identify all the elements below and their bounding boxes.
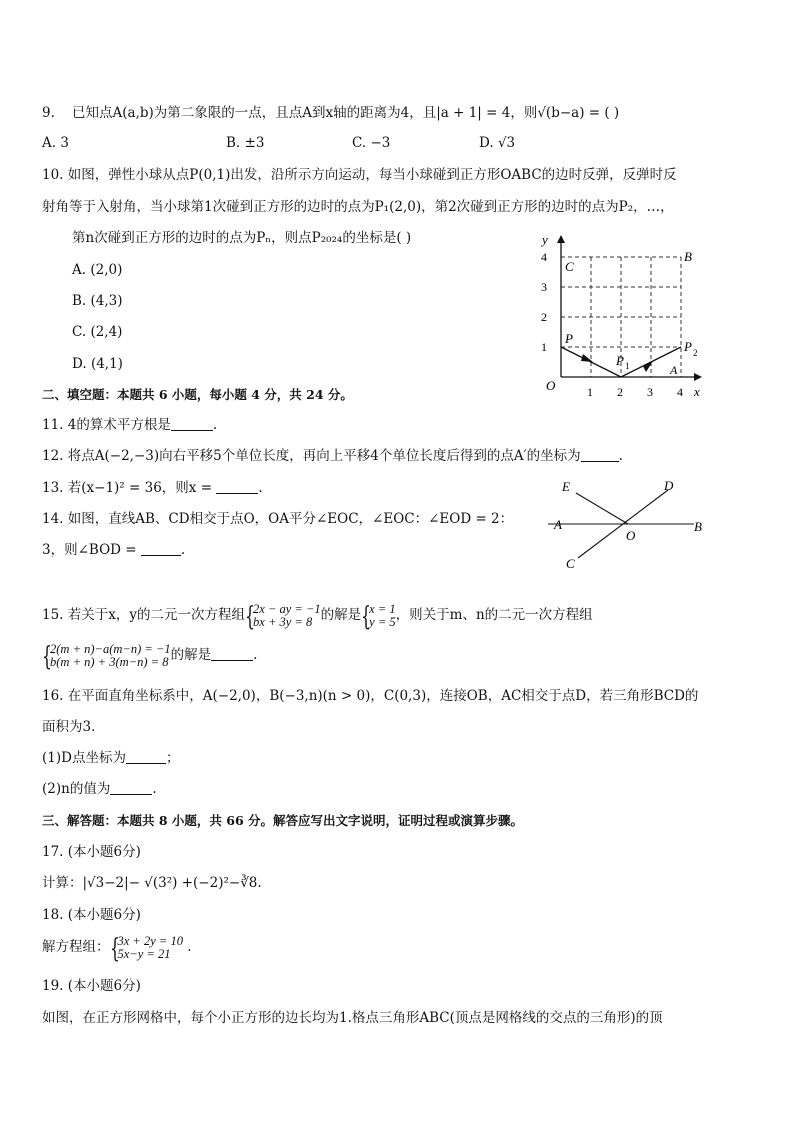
q15-line2: { 2(m + n)−a(m−n) = −1 b(m + n) + 3(m−n) = 8 的解是 . xyxy=(42,641,257,669)
q10-line3: 第n次碰到正方形的边时的点为Pₙ，则点P₂₀₂₄的坐标是( ) xyxy=(72,230,412,246)
q14-line2: 3，则∠BOD = . xyxy=(42,542,186,558)
q16-sub1: (1)D点坐标为 ； xyxy=(42,750,180,766)
point-label-p2-sub: 2 xyxy=(693,348,698,358)
q16-line2: 面积为3． xyxy=(42,719,105,735)
q19-title: 19. (本小题6分) xyxy=(42,978,141,994)
q15-system-2: { 2(m + n)−a(m−n) = −1 b(m + n) + 3(m−n) = 8 xyxy=(42,643,171,669)
q10-line1: 10. 如图，弹性小球从点P(0,1)出发，沿所示方向运动，每当小球碰到正方形OABC的边时反弹，反弹时反 xyxy=(42,167,677,183)
q17-body: 计算：|√3−2|− √(3²) +(−2)²−∛8. xyxy=(42,875,262,891)
axis-label-x: x xyxy=(694,384,700,399)
q9-option-d: D. √3 xyxy=(479,135,516,151)
y-tick: 2 xyxy=(541,310,547,324)
q9-option-c: C. −3 xyxy=(352,135,391,151)
q10-option-a: A. (2,0) xyxy=(72,262,123,278)
q18-system: { 3x + 2y = 10 5x−y = 21 xyxy=(110,935,183,961)
x-axis-arrow-icon xyxy=(694,373,702,381)
q15-line1: 15. 若关于x，y的二元一次方程组{ 2x − ay = −1 bx + 3y = 8 的解是{ x = 1 y = 5，则关于m、n的二元一次方程组 xyxy=(42,601,593,629)
label-d: D xyxy=(664,478,674,493)
q10-option-d: D. (4,1) xyxy=(72,356,123,372)
label-b: B xyxy=(694,519,702,534)
section-3-heading: 三、解答题：本题共 8 小题，共 66 分。解答应写出文字说明，证明过程或演算步骤。 xyxy=(42,813,524,828)
q16-sub2: (2)n的值为 . xyxy=(42,781,157,797)
x-tick: 1 xyxy=(587,385,593,399)
point-label-c: C xyxy=(565,259,574,274)
point-label-p1: P xyxy=(616,353,624,368)
origin-label: O xyxy=(546,378,556,393)
q9-option-a: A. 3 xyxy=(42,135,69,151)
q15-system-1: { 2x − ay = −1 bx + 3y = 8 xyxy=(245,603,321,629)
point-label-p1-sub: 1 xyxy=(625,361,630,371)
q19-body: 如图，在正方形网格中，每个小正方形的边长均为1.格点三角形ABC(顶点是网格线的交点的三角形)的顶 xyxy=(42,1010,663,1026)
point-label-b: B xyxy=(684,249,692,264)
y-tick: 1 xyxy=(541,340,547,354)
q10-line2: 射角等于入射角，当小球第1次碰到正方形的边时的点为P₁(2,0)，第2次碰到正方形的边时的点为P₂，…， xyxy=(42,199,674,215)
q14-line1: 14. 如图，直线AB、CD相交于点O，OA平分∠EOC，∠EOC：∠EOD = 2： xyxy=(42,511,514,527)
axis-label-y: y xyxy=(542,232,548,247)
x-tick: 4 xyxy=(677,385,683,399)
y-tick: 3 xyxy=(541,280,547,294)
point-label-p2: P xyxy=(684,339,692,354)
q14-lines-figure xyxy=(548,476,718,574)
q9-option-b: B. ±3 xyxy=(226,135,265,151)
label-o: O xyxy=(626,528,636,543)
q10-grid-figure xyxy=(530,230,720,400)
q9-stem: 已知点A(a,b)为第二象限的一点，且点A到x轴的距离为4，且|a + 1| = 4，则√(b−a) = ( ) xyxy=(72,105,620,121)
q16-line1: 16. 在平面直角坐标系中，A(−2,0)，B(−3,n)(n > 0)，C(0,3)，连接OB，AC相交于点D，若三角形BCD的 xyxy=(42,688,699,704)
q11: 11. 4的算术平方根是 . xyxy=(42,417,218,433)
point-label-p: P xyxy=(565,331,573,346)
q18-body: 解方程组：{ 3x + 2y = 10 5x−y = 21 . xyxy=(42,933,192,961)
x-tick: 3 xyxy=(647,385,653,399)
label-c: C xyxy=(566,556,575,571)
q10-option-c: C. (2,4) xyxy=(72,324,123,340)
q13: 13. 若(x−1)² = 36，则x = . xyxy=(42,480,263,496)
label-a: A xyxy=(554,517,562,532)
y-tick: 4 xyxy=(541,250,547,264)
q12: 12. 将点A(−2,−3)向右平移5个单位长度，再向上平移4个单位长度后得到的点A′的坐标为 . xyxy=(42,448,623,464)
q17-title: 17. (本小题6分) xyxy=(42,844,141,860)
x-tick: 2 xyxy=(617,385,623,399)
q15-solution: { x = 1 y = 5 xyxy=(361,603,395,629)
section-2-heading: 二、填空题：本题共 6 小题，每小题 4 分，共 24 分。 xyxy=(42,387,353,402)
label-e: E xyxy=(562,479,570,494)
q10-option-b: B. (4,3) xyxy=(72,293,123,309)
q9-number: 9. xyxy=(42,105,55,121)
q18-title: 18. (本小题6分) xyxy=(42,907,141,923)
point-label-a: A xyxy=(670,363,678,377)
y-axis-arrow-icon xyxy=(557,235,565,243)
